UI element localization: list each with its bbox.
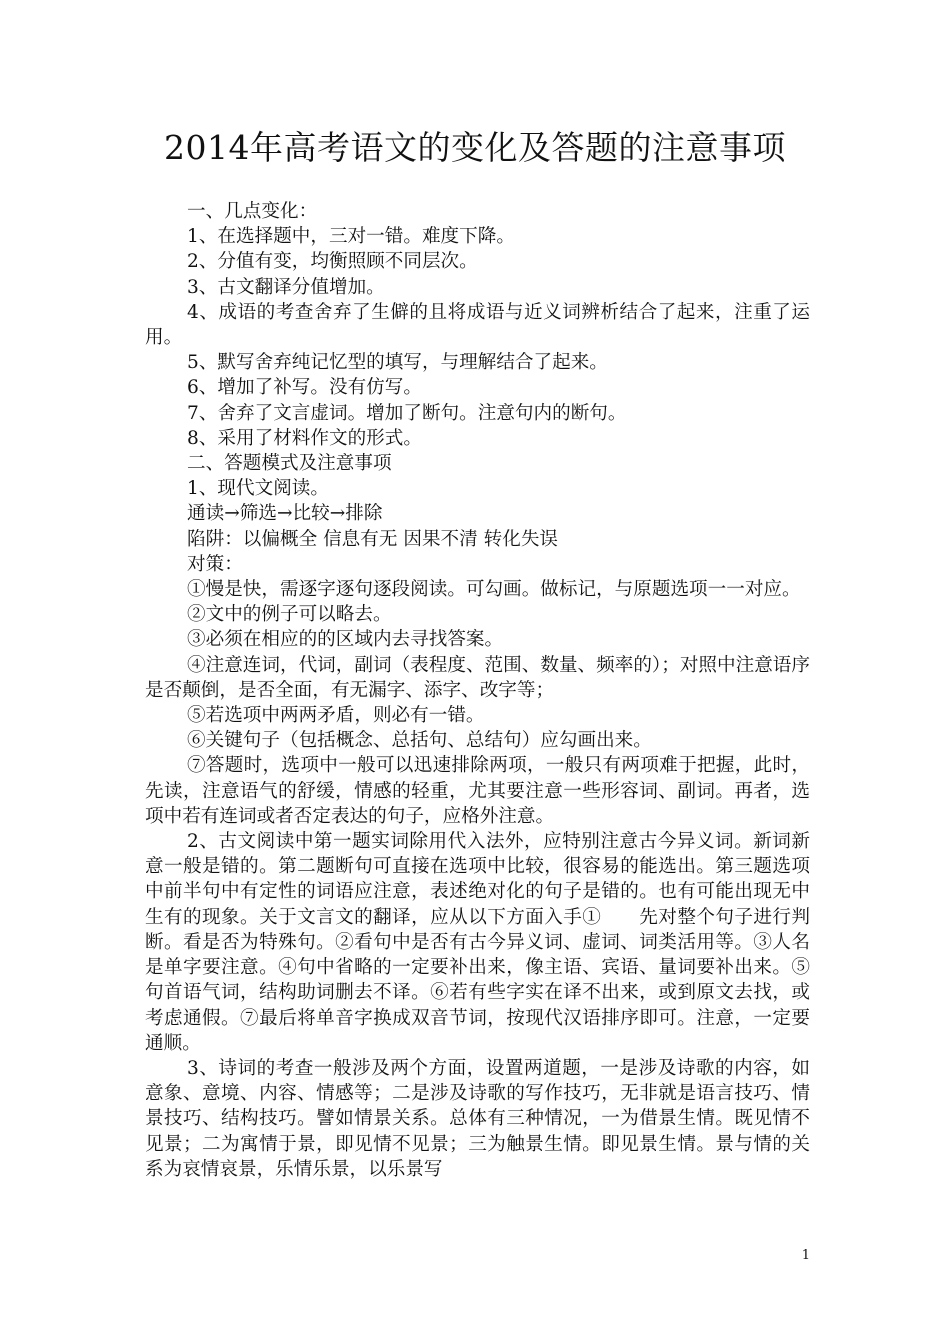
paragraph: 2、分值有变，均衡照顾不同层次。 bbox=[187, 251, 478, 273]
document-title: 2014年高考语文的变化及答题的注意事项 bbox=[164, 128, 786, 167]
paragraph: 3、诗词的考查一般涉及两个方面，设置两道题，一是涉及诗歌的内容，如意象、意境、内容、情感等；二是涉及诗歌的写作技巧，无非就是语言技巧、情景技巧、结构技巧。譬如情景关系。总体有三种情况，一为借景生情。既见情不见景；二为寓情于景，即见情不见景；三为触景生情。即见景生情。景与情的关系为哀情哀景，乐情乐景，以乐景写 bbox=[145, 1057, 810, 1180]
paragraph: 6、增加了补写。没有仿写。 bbox=[187, 377, 422, 399]
document-body bbox=[145, 199, 810, 1182]
paragraph: 对策： bbox=[187, 553, 243, 575]
paragraph: ④注意连词，代词，副词（表程度、范围、数量、频率的）；对照中注意语序是否颠倒，是否全面，有无漏字、添字、改字等； bbox=[145, 654, 810, 701]
paragraph: 8、采用了材料作文的形式。 bbox=[187, 427, 422, 449]
paragraph: 1、现代文阅读。 bbox=[187, 478, 329, 500]
paragraph: ③必须在相应的的区域内去寻找答案。 bbox=[187, 629, 504, 651]
paragraph: 通读→筛选→比较→排除 bbox=[187, 503, 383, 525]
paragraph: ⑥关键句子（包括概念、总括句、总结句）应勾画出来。 bbox=[187, 730, 652, 752]
paragraph: ②文中的例子可以略去。 bbox=[187, 604, 392, 626]
section-heading: 二、答题模式及注意事项 bbox=[187, 453, 392, 475]
paragraph: 一、几点变化： bbox=[187, 201, 318, 222]
paragraph: 2、古文阅读中第一题实词除用代入法外，应特别注意古今异义词。新词新意一般是错的。第二题断句可直接在选项中比较，很容易的能选出。第三题选项中前半句中有定性的词语应注意，表述绝对化的句子是错的。也有可能出现无中生有的现象。关于文言文的翻译，应从以下方面入手① 先对整个句子进行判断。看是否为特殊句。②看句中是否有古今异义词、虚词、词类活用等。③人名是单字要注意。④句中省略的一定要补出来，像主语、宾语、量词要补出来。⑤句首语气词，结构助词删去不译。⑥若有些字实在译不出来，或到原文去找，或考虑通假。⑦最后将单音字换成双音节词，按现代汉语排序即可。注意，一定要通顺。 bbox=[145, 831, 810, 1054]
paragraph: 1、在选择题中，三对一错。难度下降。 bbox=[187, 226, 515, 248]
paragraph: 4、成语的考查舍弃了生僻的且将成语与近义词辨析结合了起来，注重了运用。 bbox=[145, 301, 810, 349]
paragraph: 7、舍弃了文言虚词。增加了断句。注意句内的断句。 bbox=[187, 402, 627, 424]
paragraph: ⑤若选项中两两矛盾，则必有一错。 bbox=[187, 705, 485, 727]
paragraph: 3、古文翻译分值增加。 bbox=[187, 276, 385, 298]
paragraph: 陷阱：以偏概全 信息有无 因果不清 转化失误 bbox=[187, 528, 559, 550]
page-number: 1 bbox=[801, 1248, 810, 1263]
paragraph: ⑦答题时，选项中一般可以迅速排除两项，一般只有两项难于把握，此时，先读，注意语气的舒缓，情感的轻重，尤其要注意一些形容词、副词。再者，选项中若有连词或者否定表达的句子，应格外注意。 bbox=[145, 755, 810, 827]
paragraph: 5、默写舍弃纯记忆型的填写，与理解结合了起来。 bbox=[187, 352, 608, 374]
paragraph: ①慢是快，需逐字逐句逐段阅读。可勾画。做标记，与原题选项一一对应。 bbox=[187, 579, 801, 601]
